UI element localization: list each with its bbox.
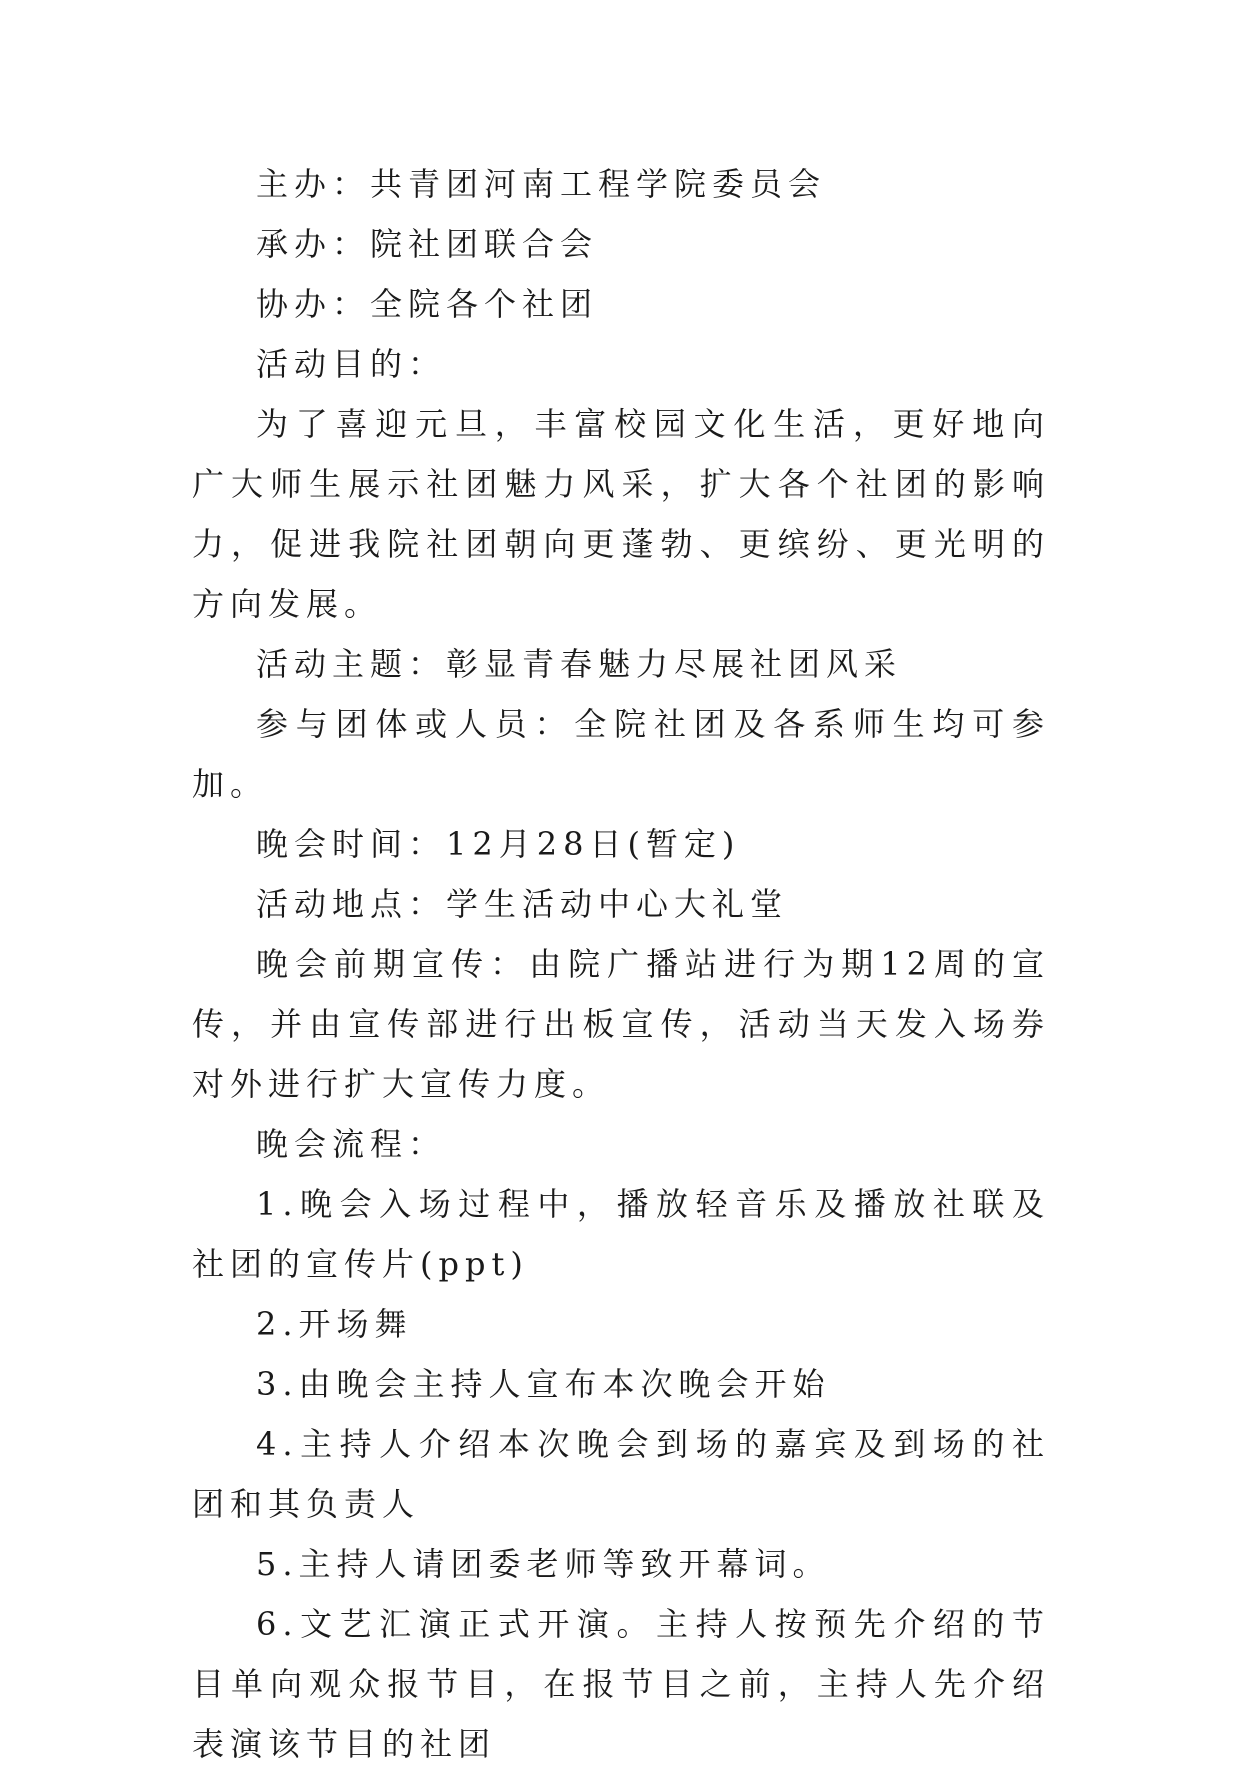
paragraph-purpose-heading: 活动目的： <box>256 345 447 383</box>
paragraph-location: 活动地点：学生活动中心大礼堂 <box>256 885 789 923</box>
paragraph-publicity: 晚会前期宣传：由院广播站进行为期12周的宣传，并由宣传部进行出板宣传，活动当天发入场券对外进行扩大宣传力度。 <box>192 945 1050 1103</box>
process-step-4: 4.主持人介绍本次晚会到场的嘉宾及到场的社团和其负责人 <box>192 1425 1050 1523</box>
paragraph-participants: 参与团体或人员：全院社团及各系师生均可参加。 <box>192 705 1050 803</box>
paragraph-theme: 活动主题：彰显青春魅力尽展社团风采 <box>256 645 903 683</box>
document-body <box>192 154 1050 1774</box>
process-step-1: 1.晚会入场过程中，播放轻音乐及播放社联及社团的宣传片(ppt) <box>192 1185 1050 1283</box>
paragraph-purpose-body: 为了喜迎元旦，丰富校园文化生活，更好地向广大师生展示社团魅力风采，扩大各个社团的影响力，促进我院社团朝向更蓬勃、更缤纷、更光明的方向发展。 <box>192 405 1050 623</box>
process-step-6: 6.文艺汇演正式开演。主持人按预先介绍的节目单向观众报节目，在报节目之前，主持人先介绍表演该节目的社团 <box>192 1605 1050 1763</box>
paragraph-process-heading: 晚会流程： <box>256 1125 447 1163</box>
paragraph-organizer: 主办：共青团河南工程学院委员会 <box>256 165 827 203</box>
process-step-5: 5.主持人请团委老师等致开幕词。 <box>256 1545 831 1583</box>
process-step-2: 2.开场舞 <box>256 1305 413 1343</box>
paragraph-co-organizer: 协办：全院各个社团 <box>256 285 599 323</box>
paragraph-undertaker: 承办：院社团联合会 <box>256 225 599 263</box>
paragraph-time: 晚会时间：12月28日(暂定) <box>256 825 741 863</box>
process-step-3: 3.由晚会主持人宣布本次晚会开始 <box>256 1365 831 1403</box>
